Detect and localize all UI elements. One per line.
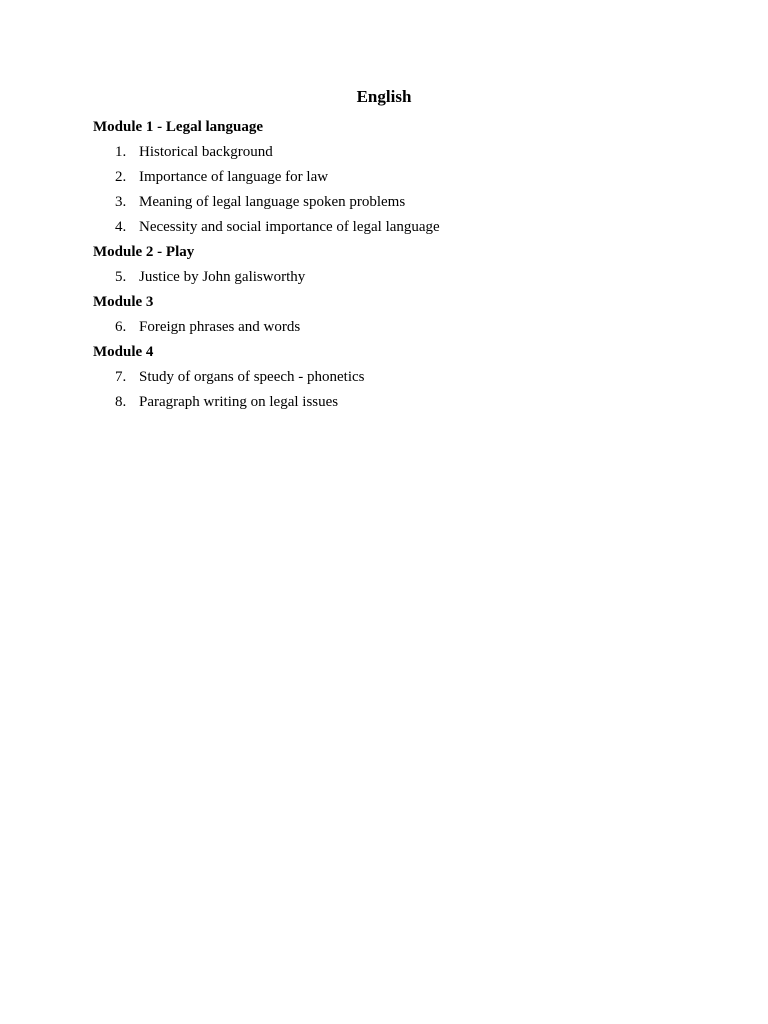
item-number: 4. bbox=[115, 219, 127, 235]
list-item bbox=[93, 140, 693, 165]
list-item bbox=[93, 190, 693, 215]
item-number: 3. bbox=[115, 194, 127, 210]
item-number: 6. bbox=[115, 319, 127, 335]
list-item bbox=[93, 165, 693, 190]
module-section bbox=[93, 115, 693, 240]
module-heading: Module 1 - Legal language bbox=[93, 119, 264, 135]
item-text: Paragraph writing on legal issues bbox=[139, 394, 339, 410]
item-number: 8. bbox=[115, 394, 127, 410]
syllabus-content bbox=[93, 115, 693, 415]
page-title: English bbox=[356, 87, 412, 106]
item-text: Justice by John galisworthy bbox=[139, 269, 306, 285]
item-number: 2. bbox=[115, 169, 127, 185]
module-heading: Module 2 - Play bbox=[93, 244, 195, 260]
item-number: 5. bbox=[115, 269, 127, 285]
item-number: 1. bbox=[115, 144, 127, 160]
item-text: Necessity and social importance of legal language bbox=[139, 219, 440, 235]
item-number: 7. bbox=[115, 369, 127, 385]
module-section bbox=[93, 340, 693, 415]
module-heading: Module 3 bbox=[93, 294, 154, 310]
list-item bbox=[93, 265, 693, 290]
list-item bbox=[93, 315, 693, 340]
list-item bbox=[93, 215, 693, 240]
item-text: Study of organs of speech - phonetics bbox=[139, 369, 365, 385]
item-text: Meaning of legal language spoken problems bbox=[139, 194, 406, 210]
item-text: Foreign phrases and words bbox=[139, 319, 301, 335]
module-heading: Module 4 bbox=[93, 344, 154, 360]
item-text: Historical background bbox=[139, 144, 273, 160]
item-text: Importance of language for law bbox=[139, 169, 329, 185]
module-section bbox=[93, 240, 693, 290]
module-section bbox=[93, 290, 693, 340]
list-item bbox=[93, 390, 693, 415]
list-item bbox=[93, 365, 693, 390]
